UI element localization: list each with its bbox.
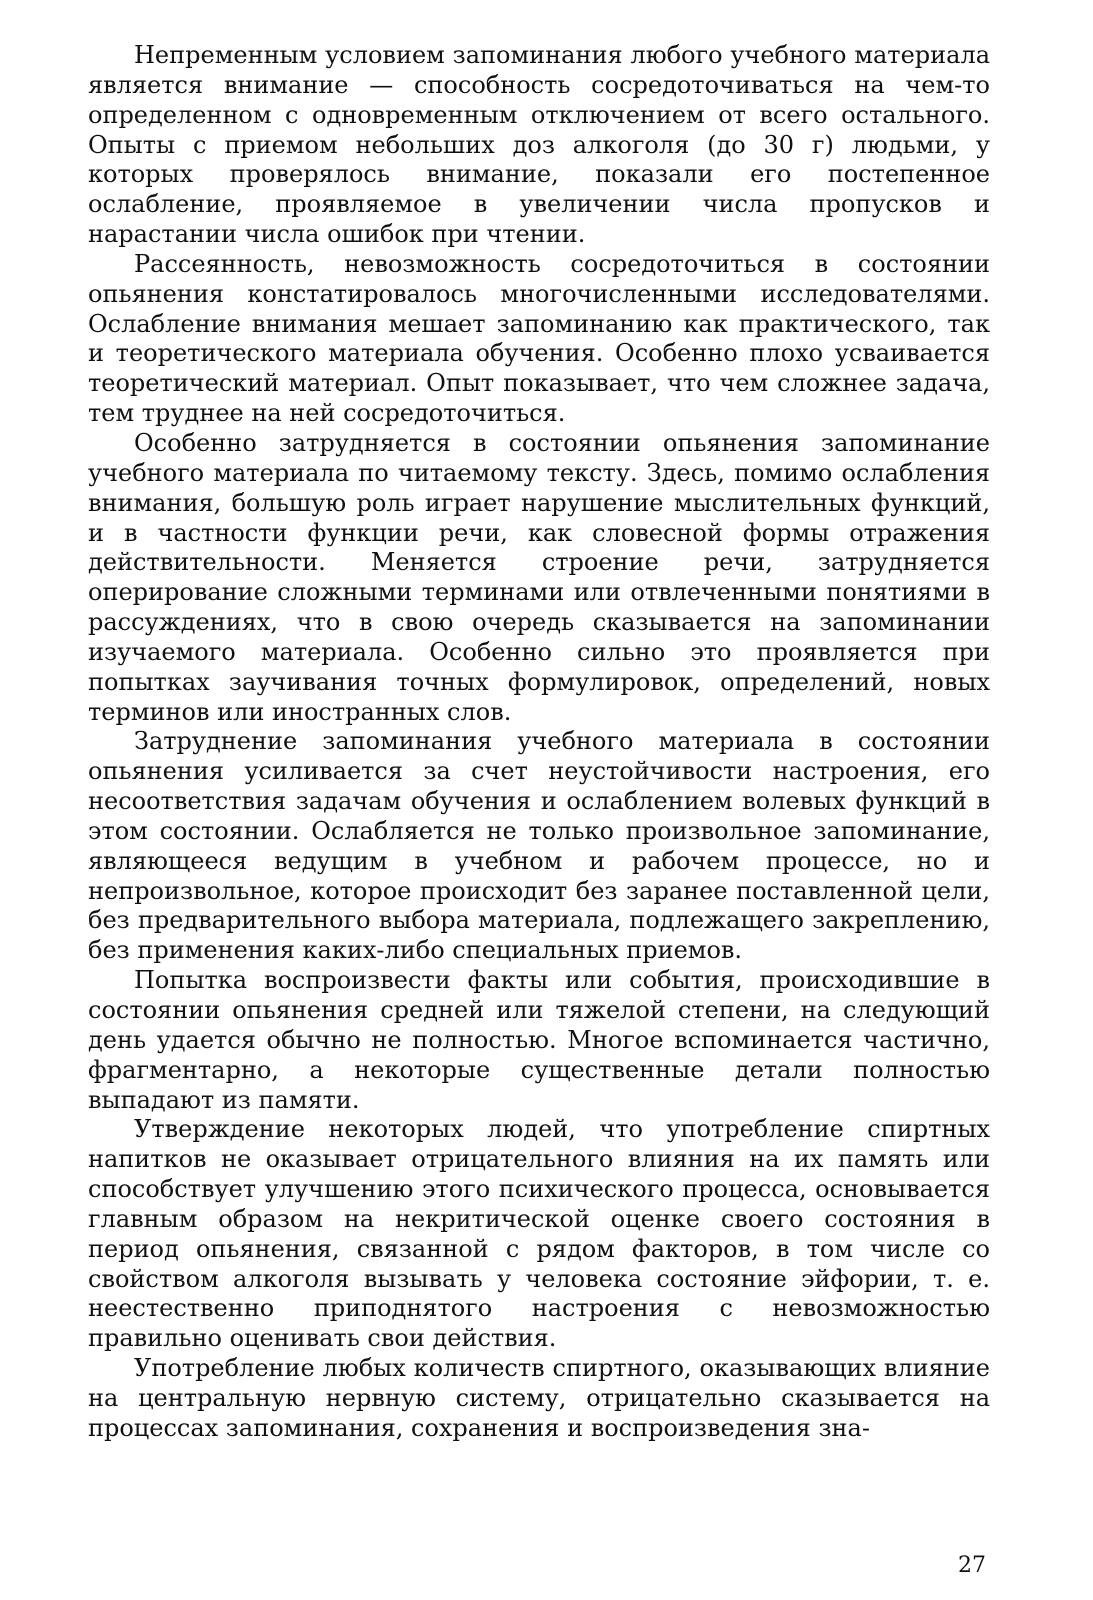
paragraph-3: Особенно затрудняется в состоянии опьянения запоминание учебного материала по читаемому тексту. Здесь, помимо ослабления внимания, большую роль играет нарушение мыслительных функций, и в частности функции речи, как словесной формы отражения действительности. Меняется строение речи, затрудняется оперирование сложными терминами или отвлеченными понятиями в рассуждениях, что в свою очередь сказывается на запоминании изучаемого материала. Особенно сильно это проявляется при попытках заучивания точных формулировок, определений, новых терминов или иностранных слов. [88,428,990,726]
page-number: 27 [958,1553,986,1578]
paragraph-2: Рассеянность, невозможность сосредоточиться в состоянии опьянения констатировалось многочисленными исследователями. Ослабление внимания мешает запоминанию как практического, так и теоретического материала обучения. Особенно плохо усваивается теоретический материал. Опыт показывает, что чем сложнее задача, тем труднее на ней сосредоточиться. [88,249,990,428]
paragraph-7: Употребление любых количеств спиртного, оказывающих влияние на центральную нервную систему, отрицательно сказывается на процессах запоминания, сохранения и воспроизведения зна- [88,1354,990,1442]
paragraph-4: Затруднение запоминания учебного материала в состоянии опьянения усиливается за счет неустойчивости настроения, его несоответствия задачам обучения и ослаблением волевых функций в этом состоянии. Ослабляется не только произвольное запоминание, являющееся ведущим в учебном и рабочем процессе, но и непроизвольное, которое происходит без заранее поставленной цели, без предварительного выбора материала, подлежащего закреплению, без применения каких-либо специальных приемов. [88,727,990,965]
paragraph-6: Утверждение некоторых людей, что употребление спиртных напитков не оказывает отрицательного влияния на их память или способствует улучшению этого психического процесса, основывается главным образом на некритической оценке своего состояния в период опьянения, связанной с рядом факторов, в том числе со свойством алкоголя вызывать у человека состояние эйфории, т. е. неестественно приподнятого настроения с невозможностью правильно оценивать свои действия. [88,1115,990,1353]
body-text [88,41,990,1444]
paragraph-1: Непременным условием запоминания любого учебного материала является внимание — способность сосредоточиваться на чем-то определенном с одновременным отключением от всего остального. Опыты с приемом небольших доз алкоголя (до 30 г) людьми, у которых проверялось внимание, показали его постепенное ослабление, проявляемое в увеличении числа пропусков и нарастании числа ошибок при чтении. [88,41,990,249]
paragraph-5: Попытка воспроизвести факты или события, происходившие в состоянии опьянения средней или тяжелой степени, на следующий день удается обычно не полностью. Многое вспоминается частично, фрагментарно, а некоторые существенные детали полностью выпадают из памяти. [88,966,990,1114]
